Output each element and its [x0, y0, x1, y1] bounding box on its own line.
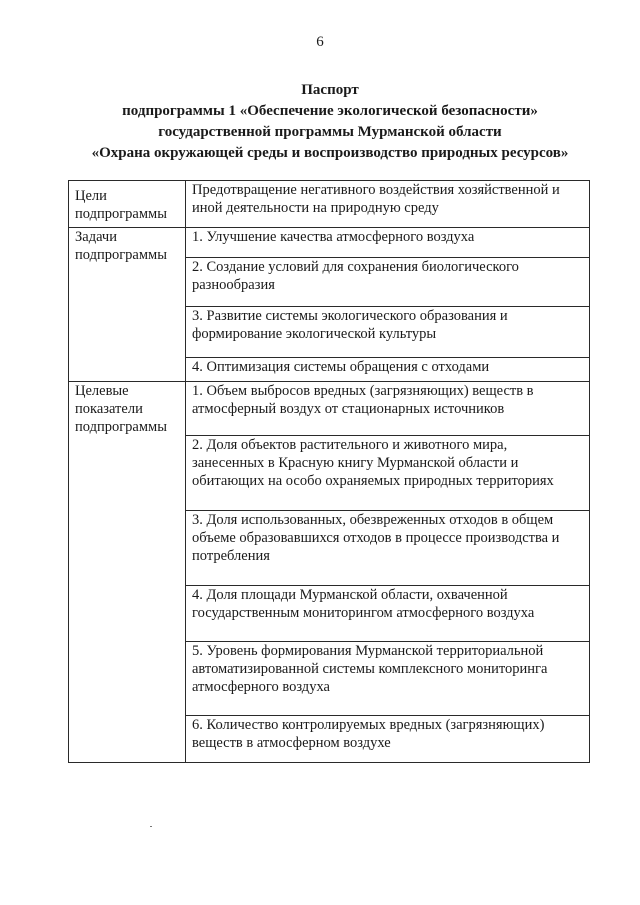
indicator-item: 1. Объем выбросов вредных (загрязняющих) веществ в атмосферный воздух от стационарных источников — [186, 382, 590, 436]
page-number: 6 — [316, 34, 324, 50]
table-row-indicator — [69, 382, 590, 436]
indicator-item: 2. Доля объектов растительного и животного мира, занесенных в Красную книгу Мурманской области и обитающих на особо охраняемых природных территориях — [186, 436, 590, 511]
task-item: 2. Создание условий для сохранения биологического разнообразия — [186, 258, 590, 307]
title-line-3: государственной программы Мурманской области — [158, 124, 502, 140]
table-row-goals — [69, 181, 590, 228]
indicator-item: 6. Количество контролируемых вредных (загрязняющих) веществ в атмосферном воздухе — [186, 716, 590, 763]
scan-speck — [150, 826, 152, 827]
tasks-label: Задачи подпрограммы — [69, 228, 186, 382]
task-item: 4. Оптимизация системы обращения с отходами — [186, 358, 590, 382]
indicators-label: Целевые показатели подпрограммы — [69, 382, 186, 763]
indicator-item: 4. Доля площади Мурманской области, охваченной государственным мониторингом атмосферного воздуха — [186, 586, 590, 642]
document-title — [40, 80, 620, 164]
goals-value: Предотвращение негативного воздействия хозяйственной и иной деятельности на природную среду — [186, 181, 590, 228]
table-row-task — [69, 228, 590, 258]
title-line-4: «Охрана окружающей среды и воспроизводство природных ресурсов» — [91, 145, 569, 161]
indicator-item: 3. Доля использованных, обезвреженных отходов в общем объеме образовавшихся отходов в процессе производства и потребления — [186, 511, 590, 586]
goals-label: Цели подпрограммы — [69, 181, 186, 228]
task-item: 3. Развитие системы экологического образования и формирование экологической культуры — [186, 307, 590, 358]
title-line-1: Паспорт — [301, 82, 359, 98]
title-line-2: подпрограммы 1 «Обеспечение экологической безопасности» — [122, 103, 538, 119]
task-item: 1. Улучшение качества атмосферного воздуха — [186, 228, 590, 258]
passport-table — [68, 180, 590, 763]
indicator-item: 5. Уровень формирования Мурманской территориальной автоматизированной системы комплексного мониторинга атмосферного воздуха — [186, 642, 590, 716]
